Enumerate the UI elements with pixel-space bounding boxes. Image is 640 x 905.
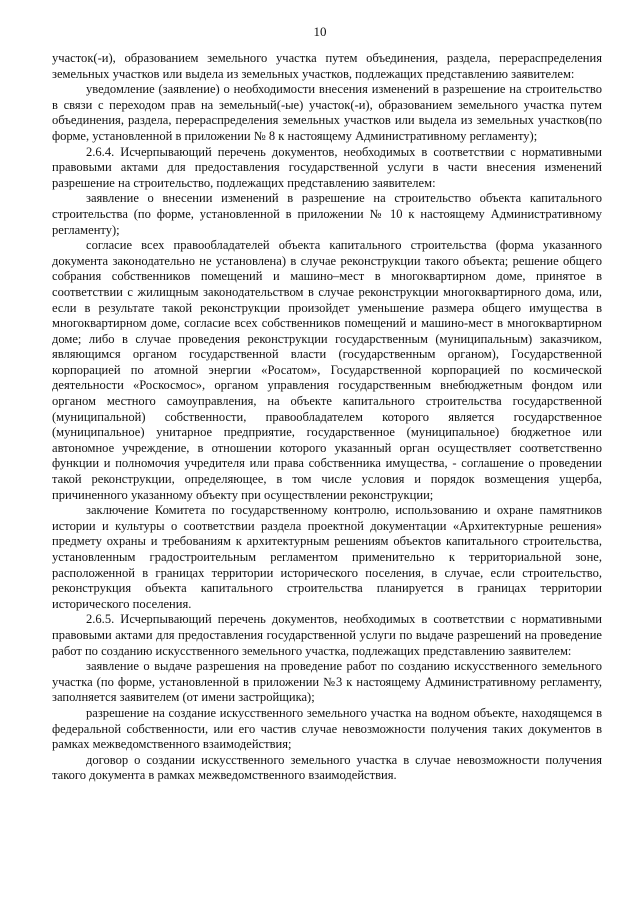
paragraph: заявление о выдаче разрешения на проведение работ по созданию искусственного земельного участка (по форме, установленной в приложении №3 к настоящему Административному регламенту, заполняется заявителем (от имени застройщика); [52,659,602,705]
paragraph: согласие всех правообладателей объекта капитального строительства (форма указанного документа законодательно не установлена) в случае реконструкции такого объекта; решение общего собрания собственников помещений и машино–мест в многоквартирном доме, принятое в соответствии с жилищным законодательством в случае реконструкции многоквартирного дома, или, если в результате такой реконструкции произойдет уменьшение размера общего имущества в многоквартирном доме, согласие всех собственников помещений и машино-мест в многоквартирном доме; либо в случае проведения реконструкции государственным (муниципальным) заказчиком, являющимся органом государственной власти (государственным органом), Государственной корпорацией по атомной энергии «Росатом», Государственной корпорацией по космической деятельности «Роскосмос», органом управления государственным внебюджетным фондом или органом местного самоуправления, на объекте капитального строительства государственной (муниципальной) собственности, правообладателем которого является государственное (муниципальное) унитарное предприятие, государственное (муниципальное) бюджетное или автономное учреждение, в отношении которого указанный орган осуществляет соответственно функции и полномочия учредителя или права собственника имущества, - соглашение о проведении такой реконструкции, определяющее, в том числе условия и порядок возмещения ущерба, причиненного указанному объекту при осуществлении реконструкции; [52,238,602,502]
section-2-6-4-paragraph: 2.6.4. Исчерпывающий перечень документов, необходимых в соответствии с нормативными правовыми актами для предоставления государственной услуги в части внесения изменений разрешение на строительство, подлежащих представлению заявителем: [52,144,602,190]
document-body [52,51,602,784]
page-number: 10 [313,24,327,39]
paragraph: договор о создании искусственного земельного участка в случае невозможности получения такого документа в рамках межведомственного взаимодействия. [52,752,602,783]
paragraph: заключение Комитета по государственному контролю, использованию и охране памятников истории и культуры о соответствии раздела проектной документации «Архитектурные решения» предмету охраны и требованиям к архитектурным решениям объектов капитального строительства, установленным градостроительным регламентом применительно к территориальной зоне, расположенной в границах территории исторического поселения, в случае, если строительство, реконструкция объекта капитального строительства планируется в границах территории исторического поселения. [52,503,602,611]
paragraph: заявление о внесении изменений в разрешение на строительство объекта капитального строительства (по форме, установленной в приложении № 10 к настоящему Административному регламенту); [52,191,602,237]
paragraph: уведомление (заявление) о необходимости внесения изменений в разрешение на строительство в связи с переходом прав на земельный(-ые) участок(-и), образованием земельного участка путем объединения, раздела, перераспределения земельных участков или выдела из земельных участков(по форме, установленной в приложении № 8 к настоящему Административному регламенту); [52,82,602,143]
paragraph: участок(-и), образованием земельного участка путем объединения, раздела, перераспределения земельных участков или выдела из земельных участков, подлежащих представлению заявителем: [52,51,602,81]
section-2-6-5-paragraph: 2.6.5. Исчерпывающий перечень документов, необходимых в соответствии с нормативными правовыми актами для предоставления государственной услуги по выдаче разрешений на проведение работ по созданию искусственного земельного участка, подлежащих представлению заявителем: [52,612,602,658]
paragraph: разрешение на создание искусственного земельного участка на водном объекте, находящемся в федеральной собственности, или его частив случае невозможности получения таких документов в рамках межведомственного взаимодействия; [52,705,602,752]
